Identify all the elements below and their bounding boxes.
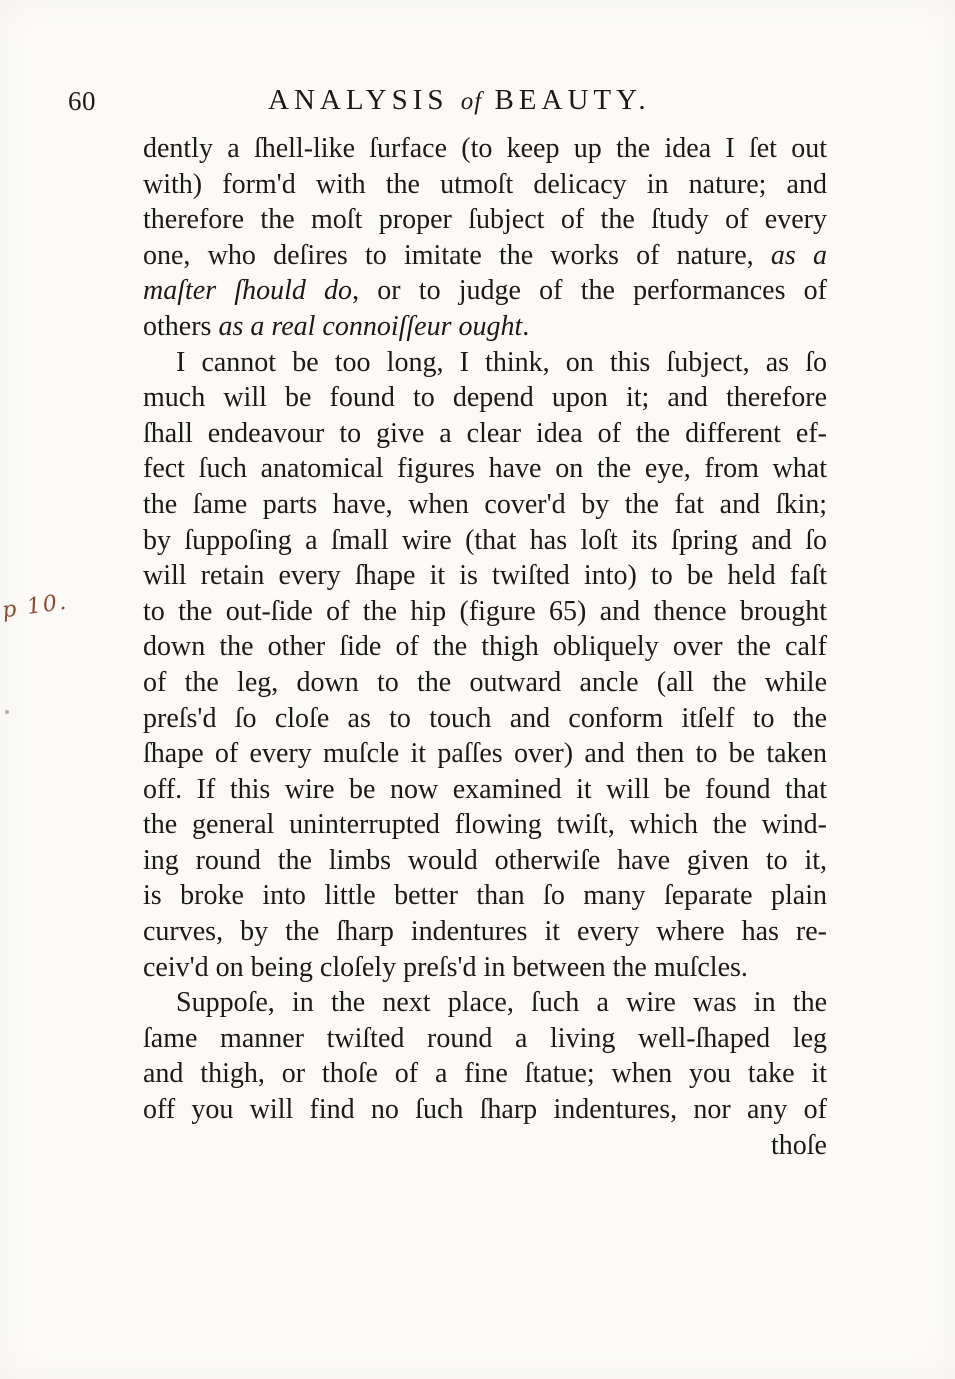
- text-line: much will be found to depend upon it; and therefore: [143, 382, 827, 414]
- running-head-part2: BEAUTY.: [494, 84, 651, 116]
- text-line: is broke into little better than ſo many ſeparate plain: [143, 880, 827, 912]
- text-line: of the leg, down to the outward ancle (all the while: [143, 666, 827, 698]
- text-line: [143, 309, 827, 345]
- text-line: fect ſuch anatomical figures have on the eye, from what: [143, 453, 827, 485]
- text-line: by ſuppoſing a ſmall wire (that has loſt its ſpring and ſo: [143, 524, 827, 556]
- text-line: Suppoſe, in the next place, ſuch a wire was in the: [176, 987, 827, 1019]
- text-line: ſhall endeavour to give a clear idea of the different ef-: [143, 417, 827, 449]
- handwritten-margin-note: p 10.: [0, 589, 70, 624]
- text-italic: as a: [770, 239, 827, 271]
- body-text: [143, 131, 827, 1164]
- text-line: preſs'd ſo cloſe as to touch and conform itſelf to the: [143, 702, 827, 734]
- text-line: down the other ſide of the thigh obliquely over the calf: [143, 631, 827, 663]
- text-line: ceiv'd on being cloſely preſs'd in between the muſcles.: [143, 951, 748, 983]
- text-italic: maſter ſhould do: [143, 275, 353, 307]
- text-line: off. If this wire be now examined it will be found that: [143, 773, 827, 805]
- text-roman: , or to judge of the performances of: [352, 275, 827, 307]
- running-head: [268, 84, 718, 117]
- text-line: [143, 273, 827, 309]
- text-line: I cannot be too long, I think, on this ſubject, as ſo: [176, 346, 827, 378]
- text-line: therefore the moſt proper ſubject of the ſtudy of every: [143, 204, 827, 236]
- text-line: [143, 238, 827, 274]
- text-line: the general uninterrupted flowing twiſt, which the wind-: [143, 809, 827, 841]
- catchword: thoſe: [771, 1129, 827, 1161]
- margin-speck: [5, 710, 9, 714]
- text-line: will retain every ſhape it is twiſted into) to be held faſt: [143, 560, 827, 592]
- page-number: 60: [68, 86, 96, 116]
- running-head-of: of: [460, 88, 483, 115]
- text-line: curves, by the ſharp indentures it every where has re-: [143, 916, 827, 948]
- text-line: off you will find no ſuch ſharp indentures, nor any of: [143, 1094, 827, 1126]
- text-roman: .: [522, 310, 530, 342]
- text-line: to the out-ſide of the hip (figure 65) and thence brought: [143, 595, 827, 627]
- text-line: with) form'd with the utmoſt delicacy in nature; and: [143, 168, 827, 200]
- text-line: the ſame parts have, when cover'd by the fat and ſkin;: [143, 488, 827, 520]
- running-head-part1: ANALYSIS: [268, 84, 449, 116]
- text-italic: as a real connoiſſeur ought: [218, 310, 523, 342]
- text-line: ing round the limbs would otherwiſe have given to it,: [143, 844, 827, 876]
- text-line: ſhape of every muſcle it paſſes over) and then to be taken: [143, 738, 827, 770]
- text-roman: one, who deſires to imitate the works of nature,: [143, 239, 771, 271]
- text-line: dently a ſhell-like ſurface (to keep up the idea I ſet out: [143, 133, 827, 164]
- text-line: and thigh, or thoſe of a fine ſtatue; when you take it: [143, 1058, 827, 1090]
- text-line: ſame manner twiſted round a living well-ſhaped leg: [143, 1022, 827, 1054]
- page-header: [0, 84, 955, 124]
- text-roman: others: [143, 310, 219, 342]
